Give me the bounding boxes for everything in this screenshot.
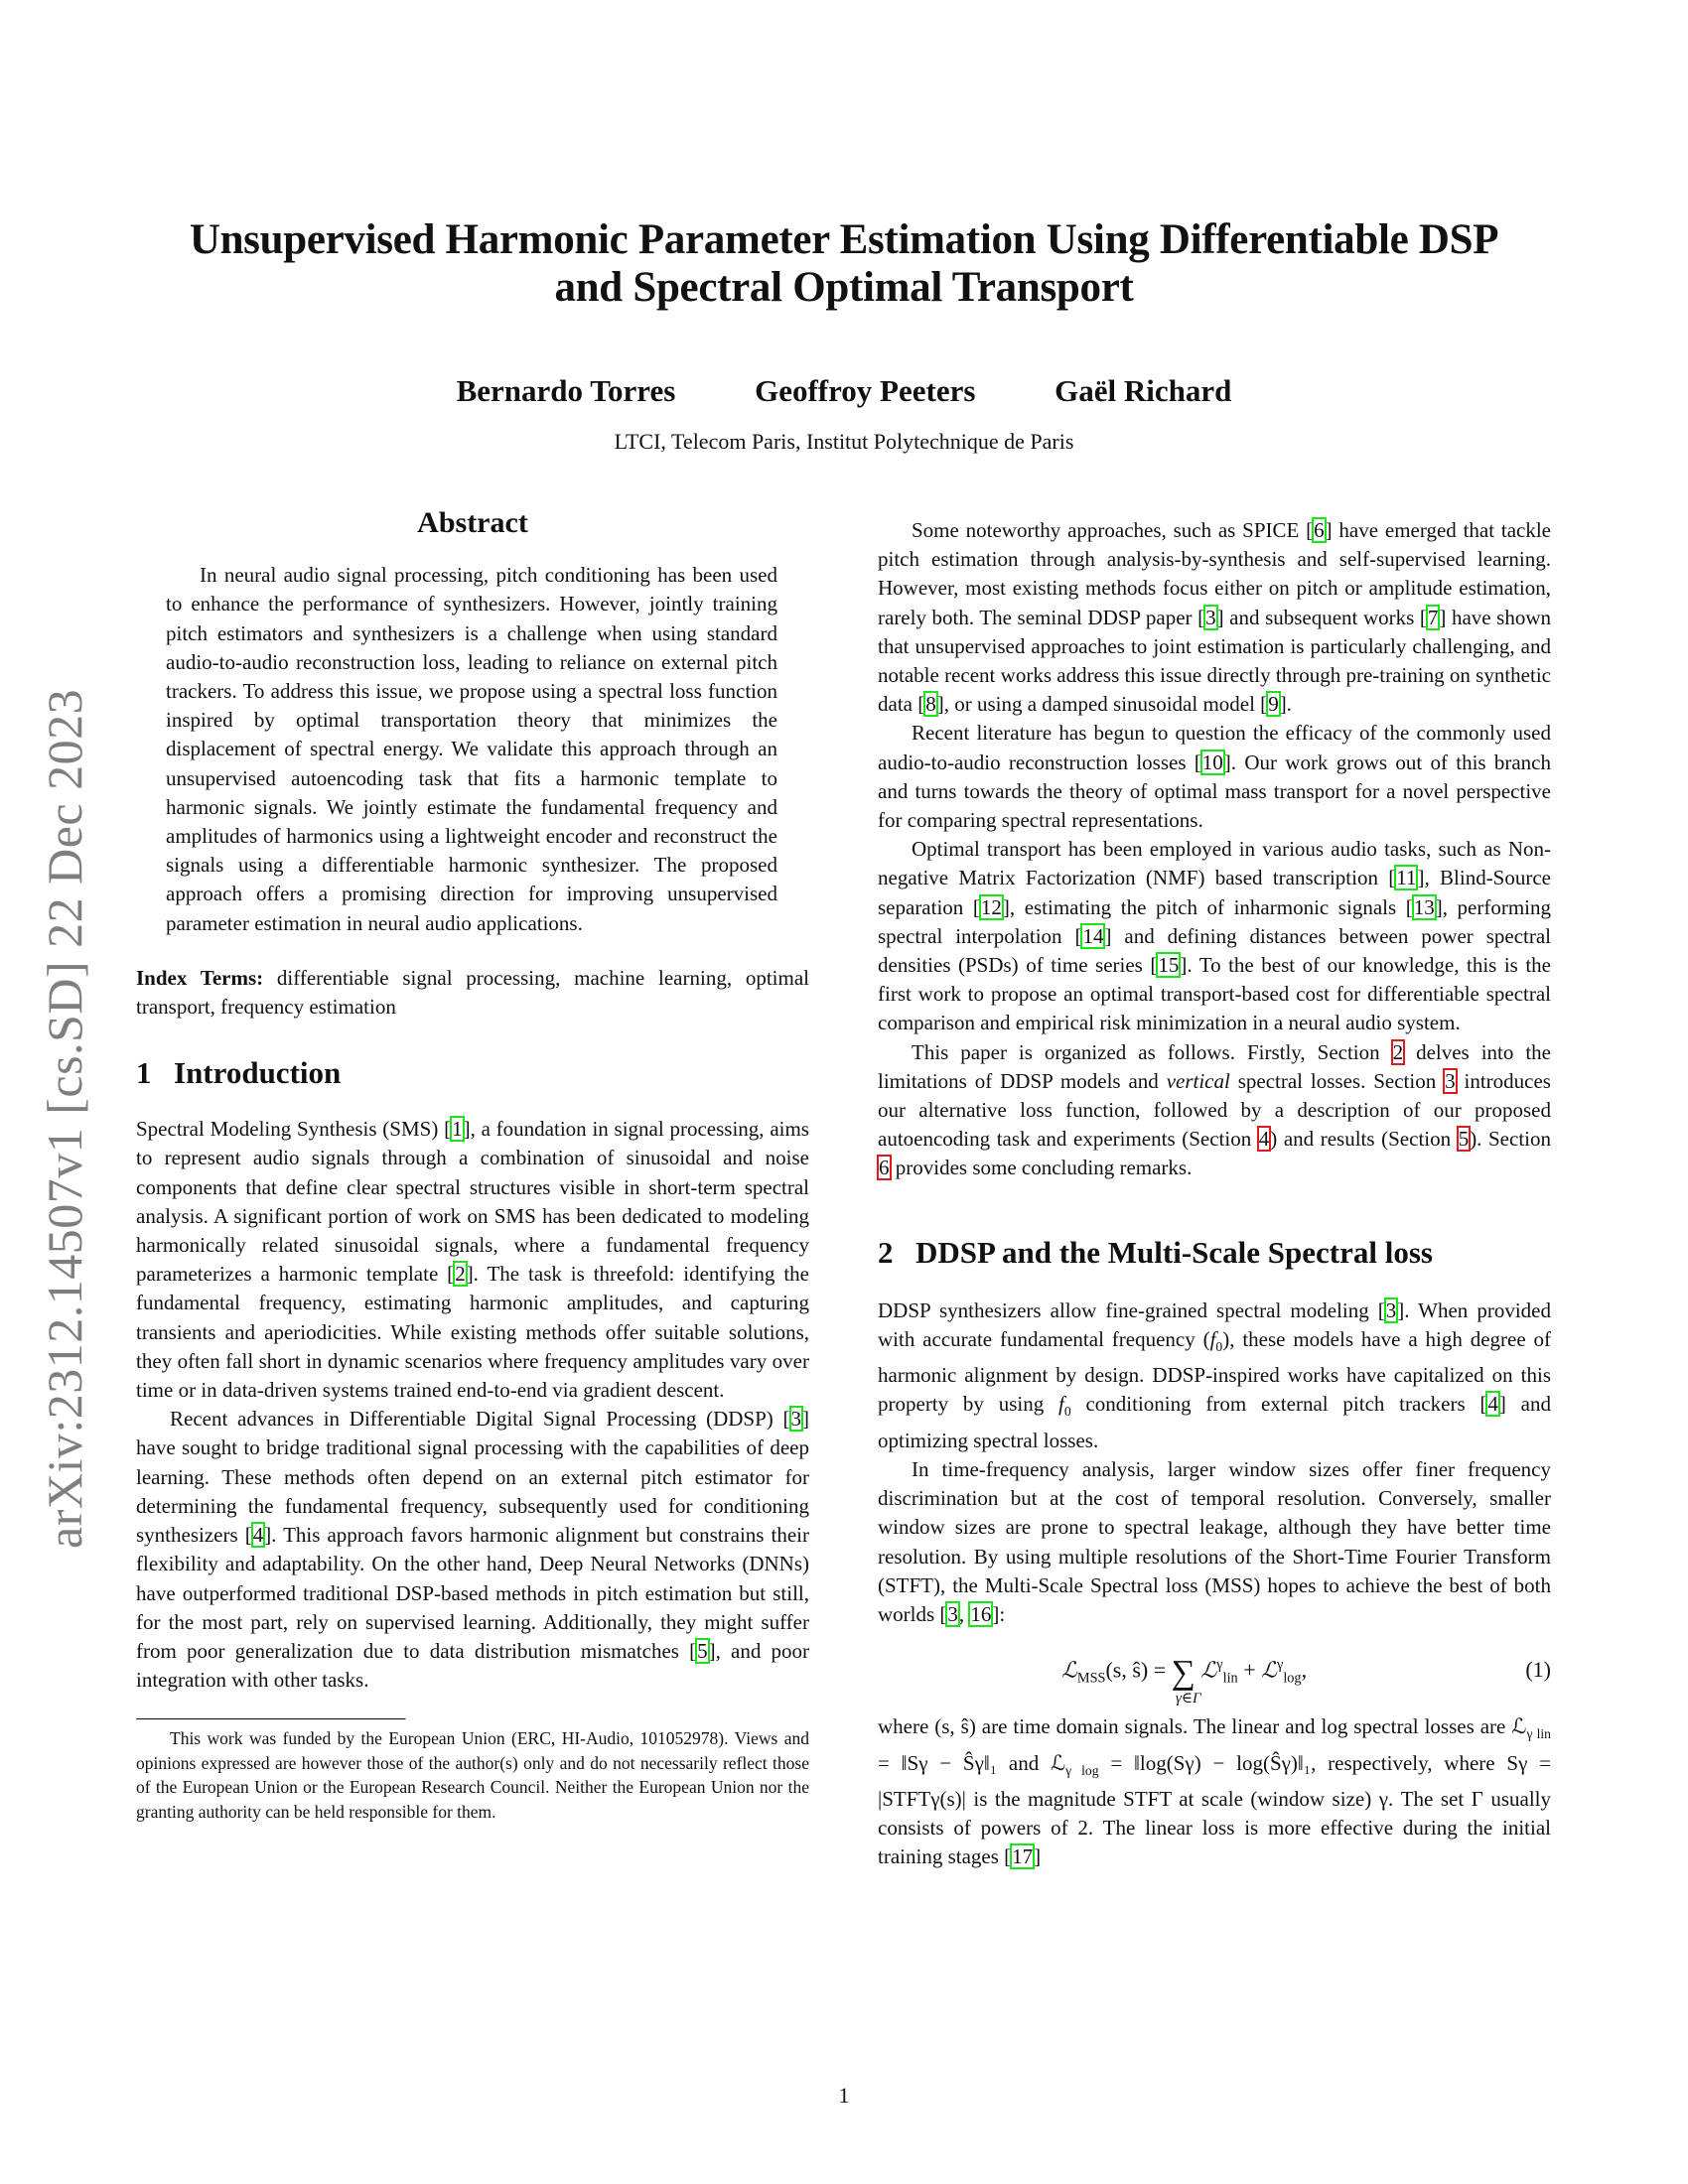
citation-link[interactable]: 10 bbox=[1201, 750, 1223, 774]
left-column bbox=[136, 508, 809, 1824]
citation-link[interactable]: 7 bbox=[1427, 605, 1439, 629]
equation-mss bbox=[878, 1643, 1551, 1706]
right-column bbox=[878, 516, 1551, 1872]
citation-link[interactable]: 3 bbox=[1205, 605, 1216, 629]
footnote-divider bbox=[136, 1718, 406, 1720]
section-ref-link[interactable]: 4 bbox=[1258, 1127, 1270, 1152]
citation-link[interactable]: 9 bbox=[1268, 692, 1279, 717]
section-ref-link[interactable]: 3 bbox=[1445, 1068, 1456, 1093]
citation-link[interactable]: 8 bbox=[925, 692, 936, 717]
citation-link[interactable]: 4 bbox=[1487, 1392, 1498, 1417]
index-terms bbox=[136, 964, 809, 1022]
section-heading-ddsp: 2 DDSP and the Multi-Scale Spectral loss bbox=[878, 1234, 1433, 1270]
citation-link[interactable]: 14 bbox=[1082, 923, 1104, 948]
ddsp-paragraph-1: DDSP synthesizers allow fine-grained spectral modeling [3]. When provided with accurate fundamental frequency $(f_0)$, these models have a high degree of harmonic alignment by design. DDSP-inspired works have capitalized on this property by using $f_0$ conditioning from external pitch trackers [4] and optimizing spectral losses. bbox=[878, 1297, 1552, 1452]
citation-link[interactable]: 1 bbox=[452, 1117, 463, 1142]
equation-expression: ℒ$_{MSS}$(s, ŝ) = ∑ ℒ$^\gamma_{lin}$ + ℒ$^\gamma_{log}$, bbox=[1061, 1654, 1308, 1692]
index-terms-label: Index Terms: bbox=[136, 965, 264, 990]
abstract-text: In neural audio signal processing, pitch conditioning has been used to enhance the performance of synthesizers. However, jointly training pitch estimators and synthesizers is a challenge when using standard audio-to-audio reconstruction loss, leading to reliance on external pitch trackers. To address this issue, we propose using a spectral loss function inspired by optimal transportation theory that minimizes the displacement of spectral energy. We validate this approach through an unsupervised autoencoding task that fits a harmonic template to harmonic signals. We jointly estimate the fundamental frequency and amplitudes of harmonics using a lightweight encoder and reconstruct the signals using a differentiable harmonic synthesizer. The proposed approach offers a promising direction for improving unsupervised parameter estimation in neural audio applications. bbox=[166, 563, 777, 935]
citation-link[interactable]: 16 bbox=[970, 1602, 992, 1627]
equation-sum-index: γ∈Γ bbox=[1176, 1691, 1201, 1707]
section-ref-link[interactable]: 2 bbox=[1392, 1039, 1404, 1064]
citation-link[interactable]: 3 bbox=[947, 1602, 958, 1627]
section-ref-link[interactable]: 6 bbox=[879, 1156, 890, 1180]
index-terms-text: differentiable signal processing, machine learning, optimal transport, frequency estimation bbox=[136, 965, 809, 1020]
page-number: 1 bbox=[838, 2083, 850, 2108]
citation-link[interactable]: 3 bbox=[1385, 1297, 1397, 1322]
intro-paragraph-2: Recent advances in Differentiable Digital Signal Processing (DDSP) [3] have sought to bridge traditional signal processing with the capabilities of deep learning. These methods often depend on an external pitch estimator for determining the fundamental frequency, subsequently used for conditioning synthesizers [4]. This approach favors harmonic alignment but constrains their flexibility and adaptability. On the other hand, Deep Neural Networks (DNNs) have outperformed traditional DSP-based methods in pitch estimation but still, for the most part, rely on supervised learning. Additionally, they might suffer from poor generalization due to data distribution mismatches [5], and poor integration with other tasks. bbox=[136, 1407, 809, 1693]
affiliation: LTCI, Telecom Paris, Institut Polytechnique de Paris bbox=[614, 429, 1074, 454]
citation-link[interactable]: 13 bbox=[1413, 894, 1435, 919]
funding-footnote: This work was funded by the European Union (ERC, HI-Audio, 101052978). Views and opinions expressed are however those of the author(s) only and do not necessarily reflect those of the European Union or the European Research Council. Neither the European Union nor the granting authority can be held responsible for them. bbox=[136, 1728, 809, 1822]
author-name: Bernardo Torres bbox=[456, 373, 676, 408]
right-paragraph-1: Some noteworthy approaches, such as SPICE [6] have emerged that tackle pitch estimation through analysis-by-synthesis and self-supervised learning. However, most existing methods focus either on pitch or amplitude estimation, rarely both. The seminal DDSP paper [3] and subsequent works [7] have shown that unsupervised approaches to joint estimation is particularly challenging, and notable recent works address this issue directly through pre-training on synthetic data [8], or using a damped sinusoidal model [9]. bbox=[878, 518, 1551, 717]
ddsp-paragraph-2: In time-frequency analysis, larger window sizes offer finer frequency discrimination but at the cost of temporal resolution. Conversely, smaller window sizes are prone to spectral leakage, although they have better time resolution. By using multiple resolutions of the Short-Time Fourier Transform (STFT), the Multi-Scale Spectral loss (MSS) hopes to achieve the best of both worlds [3, 16]: bbox=[878, 1457, 1551, 1627]
abstract-heading: Abstract bbox=[417, 506, 528, 539]
right-paragraph-3: Optimal transport has been employed in various audio tasks, such as Non-negative Matrix Factorization (NMF) based transcription [11], Blind-Source separation [12], estimating the pitch of inharmonic signals [13], performing spectral interpolation [14] and defining distances between power spectral densities (PSDs) of time series [15]. To the best of our knowledge, this is the first work to propose an optimal transport-based cost for differentiable spectral comparison and empirical risk minimization in a neural audio system. bbox=[878, 837, 1552, 1035]
citation-link[interactable]: 15 bbox=[1158, 953, 1180, 978]
citation-link[interactable]: 2 bbox=[455, 1262, 466, 1287]
right-paragraph-4: This paper is organized as follows. Firstly, Section 2 delves into the limitations of DDSP models and vertical spectral losses. Section 3 introduces our alternative loss function, followed by a description of our proposed autoencoding task and experiments (Section 4) and results (Section 5). Section 6 provides some concluding remarks. bbox=[878, 1039, 1551, 1180]
author-name: Gaël Richard bbox=[1055, 373, 1232, 408]
citation-link[interactable]: 4 bbox=[252, 1523, 264, 1548]
title-line-1: Unsupervised Harmonic Parameter Estimation Using Differentiable DSP bbox=[189, 216, 1499, 263]
intro-paragraph-1: Spectral Modeling Synthesis (SMS) [1], a foundation in signal processing, aims to represent audio signals through a combination of sinusoidal and noise components that define clear spectral structures visible in short-term spectral analysis. A significant portion of work on SMS has been dedicated to modeling harmonically related sinusoidal signals, where a fundamental frequency parameterizes a harmonic template [2]. The task is threefold: identifying the fundamental frequency, estimating harmonic amplitudes, and capturing transients and aperiodicities. While existing methods offer suitable solutions, they often fall short in dynamic scenarios where frequency amplitudes vary over time or in data-driven systems trained end-to-end via gradient descent. bbox=[136, 1117, 809, 1403]
right-paragraph-2: Recent literature has begun to question the efficacy of the commonly used audio-to-audio reconstruction losses [10]. Our work grows out of this branch and turns towards the theory of optimal mass transport for a novel perspective for comparing spectral representations. bbox=[878, 721, 1552, 833]
author-list bbox=[0, 373, 1688, 409]
equation-number: (1) bbox=[1525, 1657, 1551, 1683]
arxiv-stamp: arXiv:2312.14507v1 [cs.SD] 22 Dec 2023 bbox=[37, 688, 92, 1549]
ddsp-paragraph-3: where (s, ŝ) are time domain signals. The linear and log spectral losses are ℒ$_{\gamma lin}$ = ‖Sγ − Ŝγ‖₁ and ℒ$_{\gamma log}$ = ‖log(Sγ) − log(Ŝγ)‖₁, respectively, where Sγ = |STFTγ(s)| is the magnitude STFT at scale (window size) γ. The set Γ usually consists of powers of 2. The linear loss is more effective during the initial training stages [17] bbox=[878, 1714, 1551, 1869]
section-heading-introduction: 1 Introduction bbox=[136, 1055, 342, 1091]
section-ref-link[interactable]: 5 bbox=[1458, 1127, 1470, 1152]
citation-link[interactable]: 11 bbox=[1396, 866, 1417, 890]
citation-link[interactable]: 6 bbox=[1314, 518, 1325, 542]
citation-link[interactable]: 5 bbox=[697, 1638, 708, 1663]
paper-title bbox=[0, 216, 1688, 312]
author-name: Geoffroy Peeters bbox=[755, 373, 976, 408]
title-line-2: and Spectral Optimal Transport bbox=[554, 264, 1134, 311]
citation-link[interactable]: 12 bbox=[980, 894, 1002, 919]
citation-link[interactable]: 3 bbox=[790, 1407, 801, 1432]
citation-link[interactable]: 17 bbox=[1012, 1844, 1034, 1869]
